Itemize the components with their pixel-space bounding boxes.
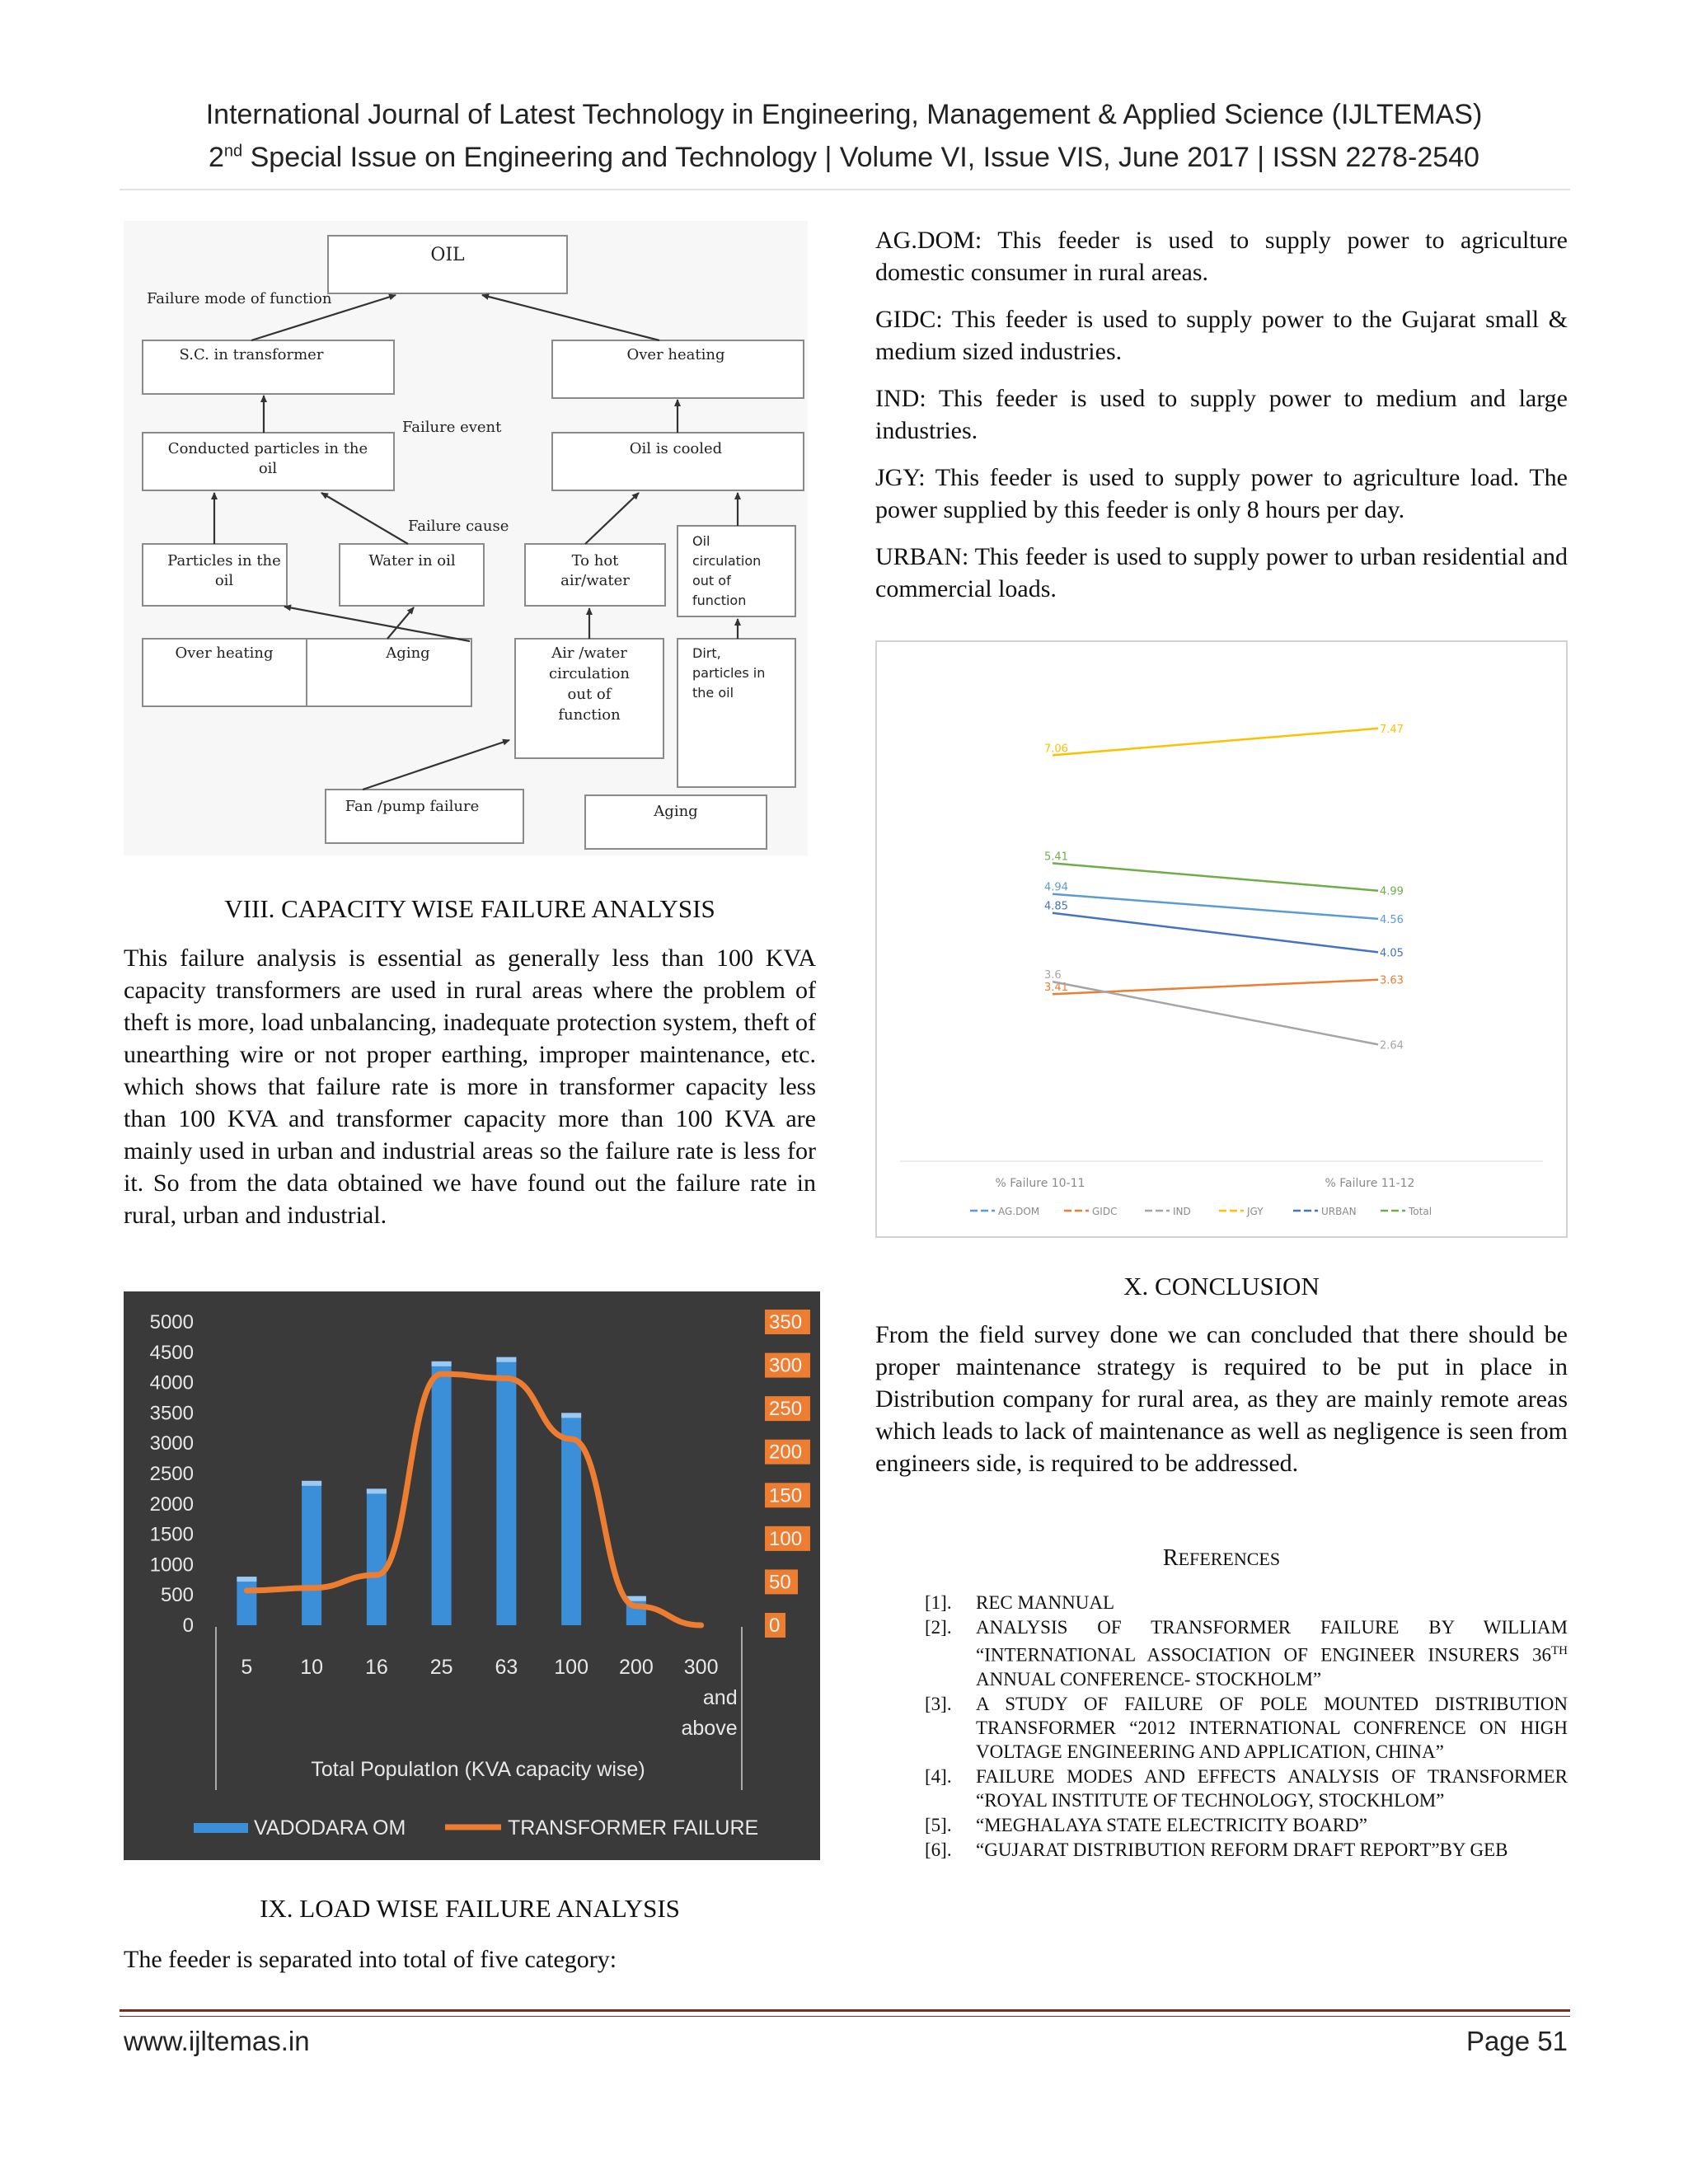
data-label: 4.56 <box>1380 913 1404 926</box>
box-air-circulation-text-1: Air /water <box>551 644 627 662</box>
footer-page-number: Page 51 <box>1466 2026 1568 2056</box>
y2-tick-label: 250 <box>769 1398 803 1421</box>
box-fan-pump-text: Fan /pump failure <box>345 798 480 815</box>
feeder-ind: IND: This feeder is used to supply power to medium and large industries. <box>875 385 1568 444</box>
y2-tick-label: 100 <box>769 1527 803 1550</box>
y-tick-label: 2000 <box>149 1493 194 1516</box>
reference-item <box>925 1615 1568 1691</box>
chart-frame <box>876 641 1567 1237</box>
label-failure-mode: Failure mode of function <box>147 290 332 307</box>
bar-top-highlight <box>237 1577 256 1582</box>
feeder-gidc: GIDC: This feeder is used to supply power to the Gujarat small & medium sized industries. <box>875 306 1568 365</box>
y2-tick-label: 350 <box>769 1311 803 1333</box>
y2-tick-label: 50 <box>769 1571 791 1594</box>
box-aging-1-text: Aging <box>386 644 430 662</box>
reference-text: FAILURE MODES AND EFFECTS ANALYSIS OF TRANSFORMER “ROYAL INSTITUTE OF TECHNOLOGY, STOCKHLOM” <box>976 1765 1568 1811</box>
y-tick-label: 5000 <box>149 1311 194 1333</box>
reference-text-part: ANALYSIS OF TRANSFORMER FAILURE BY WILLIAM “INTERNATIONAL ASSOCIATION OF ENGINEER INSURERS 36 <box>976 1617 1568 1666</box>
data-label: 3.63 <box>1380 974 1404 987</box>
reference-text: “MEGHALAYA STATE ELECTRICITY BOARD” <box>976 1814 1367 1835</box>
footer-rule-thin <box>120 2016 1570 2017</box>
reference-text: A STUDY OF FAILURE OF POLE MOUNTED DISTRIBUTION TRANSFORMER “2012 INTERNATIONAL CONFRENCE ON HIGH VOLTAGE ENGINEERING AND APPLICATION, CHINA” <box>976 1693 1568 1762</box>
feeder-descriptions <box>875 224 1568 605</box>
box-dirt-text-1: Dirt, <box>692 645 721 661</box>
data-label: 3.6 <box>1044 969 1062 982</box>
footer-rule-thick <box>120 2009 1570 2012</box>
bar-top-highlight <box>432 1361 452 1366</box>
x-category-label: 300 <box>683 1656 719 1679</box>
box-air-circulation-text-2: circulation <box>548 665 631 682</box>
load-failure-chart <box>875 640 1568 1238</box>
capacity-failure-chart <box>124 1291 820 1860</box>
data-label: 7.47 <box>1380 723 1404 736</box>
legend-label: URBAN <box>1321 1206 1357 1217</box>
box-over-heating-top-text: Over heating <box>626 346 725 363</box>
section-9-paragraph: The feeder is separated into total of five category: <box>124 1946 617 1973</box>
bar-top-highlight <box>367 1488 387 1493</box>
legend-swatch-bars <box>194 1823 248 1833</box>
section-10-paragraph: From the field survey done we can concluded that there should be proper maintenance strategy is required to be put in place in Distribution company for rural area, as they are mainly remote areas which leads to lack of maintenance as well as negligence is seen from engineers side, is required to be addressed. <box>875 1321 1568 1477</box>
section-8-title: VIII. CAPACITY WISE FAILURE ANALYSIS <box>224 894 715 923</box>
journal-title: International Journal of Latest Technology in Engineering, Management & Applied Science (IJLTEMAS) <box>205 99 1483 130</box>
reference-text: REC MANNUAL <box>976 1592 1115 1613</box>
box-particles-text-1: Particles in the <box>167 552 281 569</box>
box-to-hot-text-2: air/water <box>560 572 630 589</box>
legend-label: GIDC <box>1092 1206 1118 1217</box>
section-8-paragraph: This failure analysis is essential as generally less than 100 KVA capacity transformers are used in rural areas where the problem of theft is more, load unbalancing, inadequate protection system, theft of unearthing wire or not proper earthing, improper maintenance, etc. which shows that failure rate is more in transformer capacity less than 100 KVA and transformer capacity more than 100 KVA are mainly used in urban and industrial areas so the failure rate is less for it. So from the data obtained we have found out the failure rate in rural, urban and industrial. <box>124 944 816 1229</box>
reference-text: “GUJARAT DISTRIBUTION REFORM DRAFT REPORT”BY GEB <box>976 1839 1508 1860</box>
issue-details: Special Issue on Engineering and Technology | Volume VI, Issue VIS, June 2017 | ISSN 2278-2540 <box>242 142 1479 173</box>
references-title-initial: R <box>1162 1545 1179 1571</box>
header-rule <box>120 189 1570 190</box>
x-category-label: 16 <box>364 1656 388 1679</box>
legend-label: IND <box>1173 1206 1191 1217</box>
box-oil-circulation-text-2: circulation <box>692 553 762 569</box>
box-to-hot-text-1: To hot <box>571 552 619 569</box>
references-title <box>875 1545 1568 1572</box>
data-label: 7.06 <box>1044 743 1068 756</box>
box-dirt-text-2: particles in <box>692 665 766 681</box>
section-9-title: IX. LOAD WISE FAILURE ANALYSIS <box>260 1894 680 1923</box>
reference-item <box>925 1591 1568 1615</box>
reference-superscript: TH <box>1551 1644 1568 1657</box>
data-label: 4.94 <box>1044 881 1068 894</box>
box-water-text: Water in oil <box>368 552 456 569</box>
y-tick-label: 3500 <box>149 1402 194 1425</box>
bar-top-highlight <box>302 1481 321 1486</box>
x-category-label: 200 <box>619 1656 654 1679</box>
x-category-label: % Failure 11-12 <box>1325 1177 1415 1190</box>
bar-vadodara-om <box>496 1357 516 1625</box>
data-label: 4.99 <box>1380 885 1404 898</box>
data-label: 2.64 <box>1380 1039 1404 1052</box>
box-over-heating-low-text: Over heating <box>175 644 274 662</box>
reference-number: [3]. <box>925 1693 952 1714</box>
data-label: 4.85 <box>1044 900 1068 913</box>
box-air-circulation-text-4: function <box>558 706 621 724</box>
x-category-label: 10 <box>300 1656 324 1679</box>
data-label: 3.41 <box>1044 982 1068 995</box>
footer-url[interactable]: www.ijltemas.in <box>124 2026 310 2056</box>
bar-vadodara-om <box>367 1488 387 1625</box>
y-tick-label: 1500 <box>149 1523 194 1546</box>
data-label: 5.41 <box>1044 851 1068 864</box>
label-failure-cause: Failure cause <box>408 518 509 535</box>
y2-tick-label: 150 <box>769 1484 803 1507</box>
reference-number: [4]. <box>925 1765 952 1787</box>
references-title-rest: EFERENCES <box>1178 1549 1281 1569</box>
bar-top-highlight <box>496 1357 516 1362</box>
bar-vadodara-om <box>302 1481 321 1625</box>
reference-text <box>976 1615 1568 1691</box>
reference-item <box>925 1838 1568 1862</box>
feeder-jgy: JGY: This feeder is used to supply power to agriculture load. The power supplied by this feeder is only 8 hours per day. <box>875 464 1568 523</box>
bar-vadodara-om <box>432 1361 452 1625</box>
x-category-label: above <box>681 1717 738 1740</box>
box-oil-text: OIL <box>430 245 465 265</box>
label-failure-event: Failure event <box>402 419 502 436</box>
x-category-label: 63 <box>495 1656 518 1679</box>
y-tick-label: 1000 <box>149 1554 194 1577</box>
y-tick-label: 4000 <box>149 1371 194 1394</box>
bar-top-highlight <box>561 1413 581 1418</box>
y-tick-label: 2500 <box>149 1463 194 1485</box>
box-oil-circulation-text-1: Oil <box>692 533 710 549</box>
box-sc-text: S.C. in transformer <box>179 346 324 363</box>
y-tick-label: 4500 <box>149 1341 194 1364</box>
box-oil-circulation-text-3: out of <box>692 573 731 588</box>
y-tick-label: 3000 <box>149 1432 194 1455</box>
y2-tick-label: 300 <box>769 1354 803 1377</box>
x-category-label: 5 <box>241 1656 253 1679</box>
reference-number: [5]. <box>925 1814 952 1835</box>
box-air-circulation-text-3: out of <box>567 686 612 703</box>
reference-item <box>925 1813 1568 1837</box>
failure-tree-diagram <box>124 221 808 855</box>
x-category-label: and <box>702 1686 738 1709</box>
box-conducted-text-2: oil <box>258 460 278 477</box>
y2-tick-label: 200 <box>769 1441 803 1464</box>
x-axis-title: Total PopulatIon (KVA capacity wise) <box>311 1758 645 1781</box>
x-category-label: 100 <box>554 1656 588 1679</box>
x-category-label: 25 <box>429 1656 453 1679</box>
box-particles-text-2: oil <box>214 572 234 589</box>
y-tick-label: 500 <box>160 1584 194 1607</box>
legend-label: AG.DOM <box>998 1206 1040 1217</box>
issue-ordinal-suffix: nd <box>223 142 243 161</box>
x-category-label: % Failure 10-11 <box>995 1177 1085 1190</box>
box-conducted-text-1: Conducted particles in the <box>167 440 368 457</box>
legend-label: Total <box>1409 1206 1432 1217</box>
reference-number: [6]. <box>925 1839 952 1860</box>
box-oil-cooled-text: Oil is cooled <box>629 440 723 457</box>
reference-text-part: ANNUAL CONFERENCE- STOCKHOLM” <box>976 1668 1322 1690</box>
reference-item <box>925 1765 1568 1812</box>
box-oil-circulation-text-4: function <box>692 593 747 608</box>
issue-ordinal: 2 <box>209 142 224 173</box>
legend-label-line: TRANSFORMER FAILURE <box>508 1816 759 1840</box>
y-tick-label: 0 <box>182 1615 194 1637</box>
box-dirt-text-3: the oil <box>692 685 734 701</box>
reference-item <box>925 1692 1568 1764</box>
legend-label-bars: VADODARA OM <box>254 1816 406 1840</box>
section-10-title: X. CONCLUSION <box>1123 1272 1320 1301</box>
box-aging-2-text: Aging <box>654 803 698 820</box>
references-list <box>925 1591 1568 1863</box>
feeder-urban: URBAN: This feeder is used to supply power to urban residential and commercial loads. <box>875 543 1568 602</box>
data-label: 4.05 <box>1380 947 1404 960</box>
issue-line <box>0 142 1688 174</box>
y2-tick-label: 0 <box>769 1615 781 1637</box>
reference-number: [1]. <box>925 1592 952 1613</box>
feeder-agdom: AG.DOM: This feeder is used to supply power to agriculture domestic consumer in rural areas. <box>875 227 1568 286</box>
legend-label: JGY <box>1247 1206 1264 1217</box>
bar-vadodara-om <box>237 1577 256 1625</box>
box-dirt <box>678 639 795 787</box>
reference-number: [2]. <box>925 1617 952 1638</box>
